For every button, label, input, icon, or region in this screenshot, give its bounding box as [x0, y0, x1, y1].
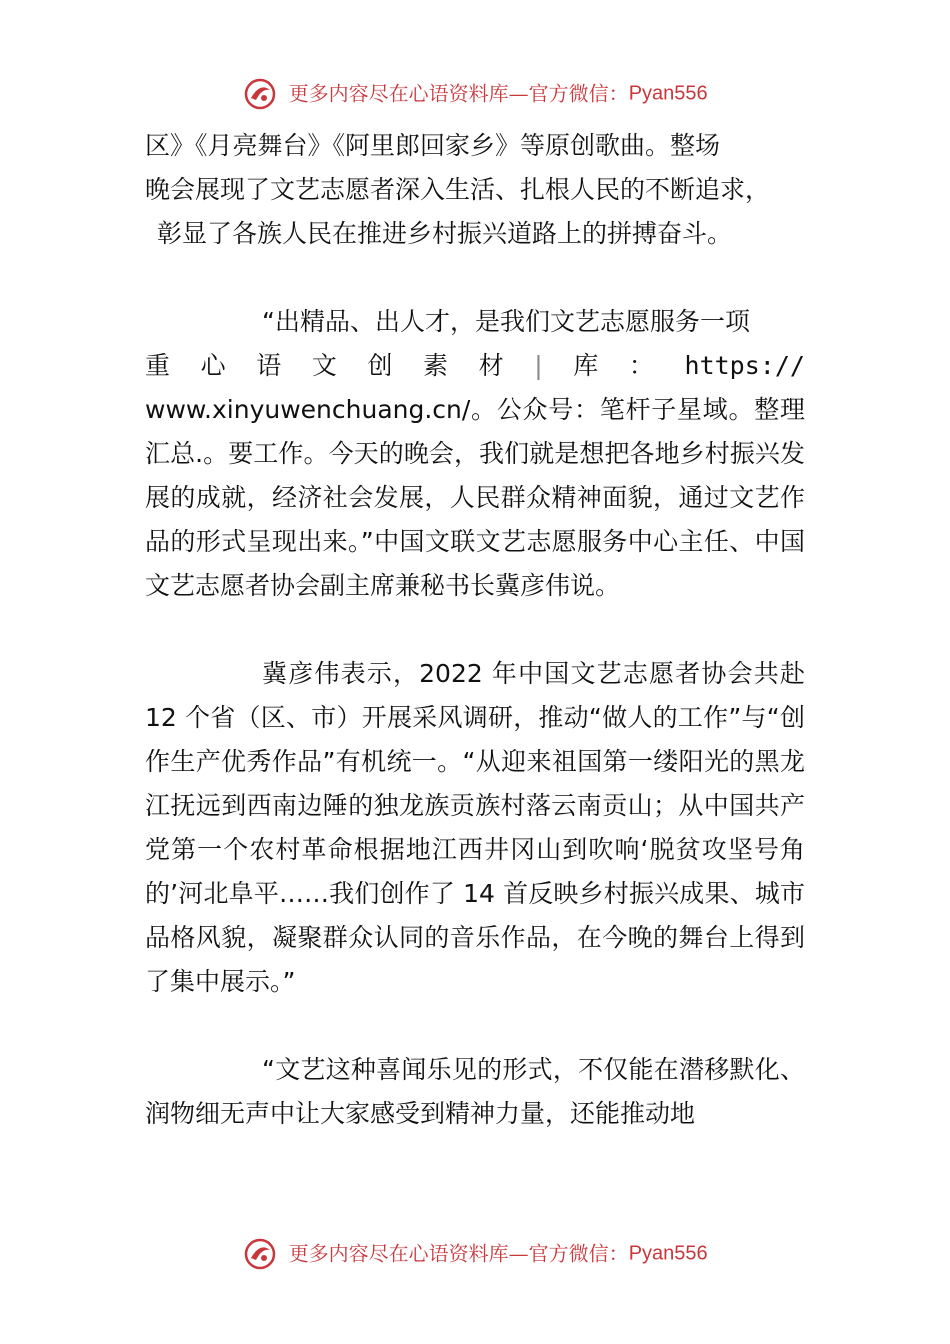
paragraph-4: “文艺这种喜闻乐见的形式，不仅能在潜移默化、润物细无声中让大家感受到精神力量，还能推动地 — [145, 1055, 805, 1128]
header-wechat-id: Pyan556 — [628, 82, 708, 105]
footer-wechat-id: Pyan556 — [628, 1242, 708, 1265]
brand-logo-icon — [242, 1236, 278, 1272]
p2-rest: www.xinyuwenchuang.cn/。公众号：笔杆子星域。整理汇总.。要工作。今天的晚会，我们就是想把各地乡村振兴发展的成就，经济社会发展，人民群众精神面貌，通过文艺作品的形式呈现出来。”中国文联文艺志愿服务中心主任、中国文艺志愿者协会副主席兼秘书长冀彦伟说。 — [145, 395, 805, 600]
p2-line-1: “出精品、出人才，是我们文艺志愿服务一项 — [262, 307, 750, 336]
spread-url: https:// — [684, 351, 805, 380]
footer-brand-text: 更多内容尽在心语资料库—官方微信： — [288, 1241, 629, 1266]
p2-spread-line — [145, 344, 805, 388]
header-watermark — [0, 72, 950, 112]
header-brand-text: 更多内容尽在心语资料库—官方微信： — [288, 81, 629, 106]
paragraph-2 — [145, 300, 805, 608]
brand-logo-icon — [242, 76, 278, 112]
spread-char: 创 — [367, 351, 393, 380]
spread-char: 文 — [311, 351, 337, 380]
paragraph-3: 冀彦伟表示，2022 年中国文艺志愿者协会共赴 12 个省（区、市）开展采风调研，推动“做人的工作”与“创作生产优秀作品”有机统一。“从迎来祖国第一缕阳光的黑龙江抚远到西南边陲的独龙族贡族村落云南贡山；从中国共产党第一个农村革命根据地江西井冈山到吹响‘脱贫攻坚号角的’河北阜平……我们创作了 14 首反映乡村振兴成果、城市品格风貌，凝聚群众认同的音乐作品，在今晚的舞台上得到了集中展示。” — [145, 659, 805, 996]
spread-char: 重 — [145, 351, 171, 380]
spread-char: 素 — [423, 351, 449, 380]
p1-line-2: 晚会展现了文艺志愿者深入生活、扎根人民的不断追求， — [145, 175, 771, 204]
spread-char: 心 — [200, 351, 226, 380]
paragraph-1 — [145, 124, 805, 256]
footer-watermark — [0, 1232, 950, 1272]
spread-char: ： — [628, 351, 654, 380]
spread-char: | — [534, 351, 543, 380]
p1-line-3: 彰显了各族人民在推进乡村振兴道路上的拼搏奋斗。 — [157, 219, 733, 248]
p1-line-1: 区》《月亮舞台》《阿里郎回家乡》等原创歌曲。整场 — [145, 131, 721, 160]
spread-char: 库 — [573, 351, 599, 380]
document-body — [145, 124, 805, 1180]
spread-char: 材 — [478, 351, 504, 380]
spread-char: 语 — [256, 351, 282, 380]
